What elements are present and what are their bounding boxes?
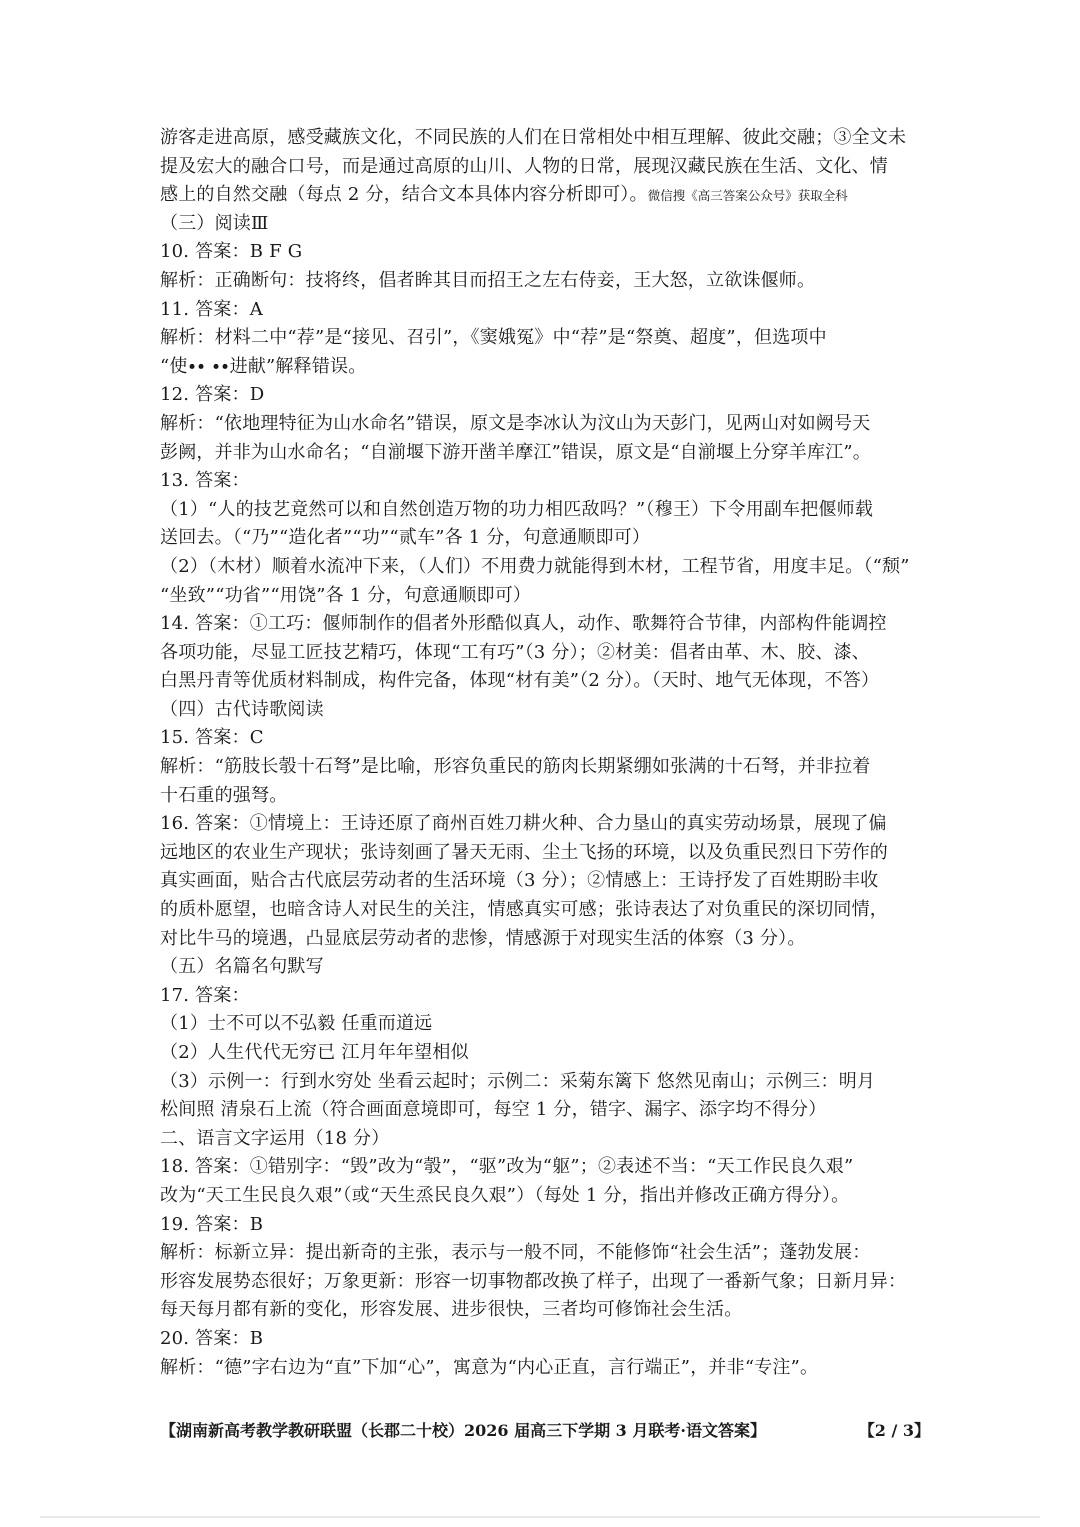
answer-line: 19. 答案：B xyxy=(160,1213,264,1235)
answer-line: 20. 答案：B xyxy=(160,1327,264,1349)
analysis-line: 解析：“德”字右边为“直”下加“心”，寓意为“内心正直，言行端正”，并非“专注”。 xyxy=(160,1356,819,1378)
answer-line: 改为“天工生民良久艰”（或“天生烝民良久艰”）（每处 1 分，指出并修改正确方得分）。 xyxy=(160,1184,850,1206)
answer-line: （2）人生代代无穷已 江月年年望相似 xyxy=(160,1042,469,1063)
answer-line: 对比牛马的境遇，凸显底层劳动者的悲惨，情感源于对现实生活的体察（3 分）。 xyxy=(160,927,806,949)
analysis-line: 解析：正确断句：技将终，倡者眸其目而招王之左右侍妾，王大怒，立欲诛偃师。 xyxy=(160,269,816,291)
answer-line: 各项功能，尽显工匠技艺精巧，体现“工有巧”（3 分）；②材美：倡者由革、木、胶、漆、 xyxy=(160,641,870,663)
answer-line: （3）示例一：行到水穷处 坐看云起时；示例二：采菊东篱下 悠然见南山；示例三：明月 xyxy=(160,1070,876,1092)
analysis-line: 解析：“依地理特征为山水命名”错误，原文是李冰认为汶山为天彭门，见两山对如阙号天 xyxy=(160,412,871,434)
answer-line: 15. 答案：C xyxy=(160,727,264,749)
section-heading: （三）阅读Ⅲ xyxy=(160,212,269,234)
analysis-line: 形容发展势态很好；万象更新：形容一切事物都改换了样子，出现了一番新气象；日新月异： xyxy=(160,1270,907,1292)
answer-line: 10. 答案：B F G xyxy=(160,241,303,263)
answer-line: 16. 答案：①情境上：王诗还原了商州百姓刀耕火种、合力垦山的真实劳动场景，展现了偏 xyxy=(160,813,887,835)
page-footer xyxy=(160,1418,930,1441)
answer-line: 14. 答案：①工巧：偃师制作的倡者外形酷似真人，动作、歌舞符合节律，内部构件能调控 xyxy=(160,613,887,635)
answer-line: 远地区的农业生产现状；张诗刻画了暑天无雨、尘土飞扬的环境，以及负重民烈日下劳作的 xyxy=(160,841,888,863)
answer-line: （1）士不可以不弘毅 任重而道远 xyxy=(160,1013,433,1035)
answer-line: 松间照 清泉石上流（符合画面意境即可，每空 1 分，错字、漏字、添字均不得分） xyxy=(160,1099,827,1121)
answer-line: 13. 答案： xyxy=(160,470,250,492)
analysis-line: “使∙∙ ∙∙进献”解释错误。 xyxy=(160,355,367,377)
analysis-line: 十石重的强弩。 xyxy=(160,784,288,806)
answer-line: 18. 答案：①错别字：“毁”改为“彀”，“驱”改为“躯”；②表述不当：“天工作民良久艰” xyxy=(160,1156,854,1178)
bottom-divider xyxy=(40,1516,1040,1518)
section-heading: 二、语言文字运用（18 分） xyxy=(160,1127,390,1149)
analysis-line: 解析：材料二中“荐”是“接见、召引”，《窦娥冤》中“荐”是“祭奠、超度”，但选项中 xyxy=(160,327,827,349)
answer-content xyxy=(160,124,930,1382)
watermark-note: 微信搜《高三答案公众号》获取全科 xyxy=(647,188,848,204)
answer-line: 12. 答案：D xyxy=(160,384,265,406)
text-line: 游客走进高原，感受藏族文化，不同民族的人们在日常相处中相互理解、彼此交融；③全文未 xyxy=(160,127,907,148)
page-number: 【2 / 3】 xyxy=(858,1421,930,1440)
analysis-line: 解析：标新立异：提出新奇的主张，表示与一般不同，不能修饰“社会生活”；蓬勃发展： xyxy=(160,1242,871,1264)
section-heading: （五）名篇名句默写 xyxy=(160,956,324,978)
footer-title: 【湖南新高考教学教研联盟（长郡二十校）2026 届高三下学期 3 月联考·语文答案】 xyxy=(160,1421,766,1440)
text-line-with-note xyxy=(160,181,930,210)
section-heading: （四）古代诗歌阅读 xyxy=(160,698,324,720)
answer-line: 送回去。（“乃”“造化者”“功”“贰车”各 1 分，句意通顺即可） xyxy=(160,527,651,549)
answer-line: 的质朴愿望，也暗含诗人对民生的关注，情感真实可感；张诗表达了对负重民的深切同情， xyxy=(160,899,888,921)
answer-line: 17. 答案： xyxy=(160,984,250,1006)
answer-line: 真实画面，贴合古代底层劳动者的生活环境（3 分）；②情感上：王诗抒发了百姓期盼丰收 xyxy=(160,870,879,892)
analysis-line: 彭阙，并非为山水命名；“自湔堰下游开凿羊摩江”错误，原文是“自湔堰上分穿羊库江”。 xyxy=(160,441,872,463)
answer-line: 11. 答案：A xyxy=(160,298,263,320)
answer-line: “坐致”“功省”“用饶”各 1 分，句意通顺即可） xyxy=(160,584,532,606)
analysis-line: 每天每月都有新的变化，形容发展、进步很快，三者均可修饰社会生活。 xyxy=(160,1299,743,1321)
text-line: 提及宏大的融合口号，而是通过高原的山川、人物的日常，展现汉藏民族在生活、文化、情 xyxy=(160,155,888,177)
text-line: 感上的自然交融（每点 2 分，结合文本具体内容分析即可）。 xyxy=(160,184,648,206)
answer-line: 白黑丹青等优质材料制成，构件完备，体现“材有美”（2 分）。（天时、地气无体现，不答） xyxy=(160,670,880,692)
answer-line: （2）（木材）顺着水流冲下来，（人们）不用费力就能得到木材，工程节省，用度丰足。（“颓” xyxy=(160,555,910,577)
answer-line: （1）“人的技艺竟然可以和自然创造万物的功力相匹敌吗？”（穆王）下令用副车把偃师载 xyxy=(160,498,874,520)
analysis-line: 解析：“筋肢长彀十石弩”是比喻，形容负重民的筋肉长期紧绷如张满的十石弩，并非拉着 xyxy=(160,756,871,778)
